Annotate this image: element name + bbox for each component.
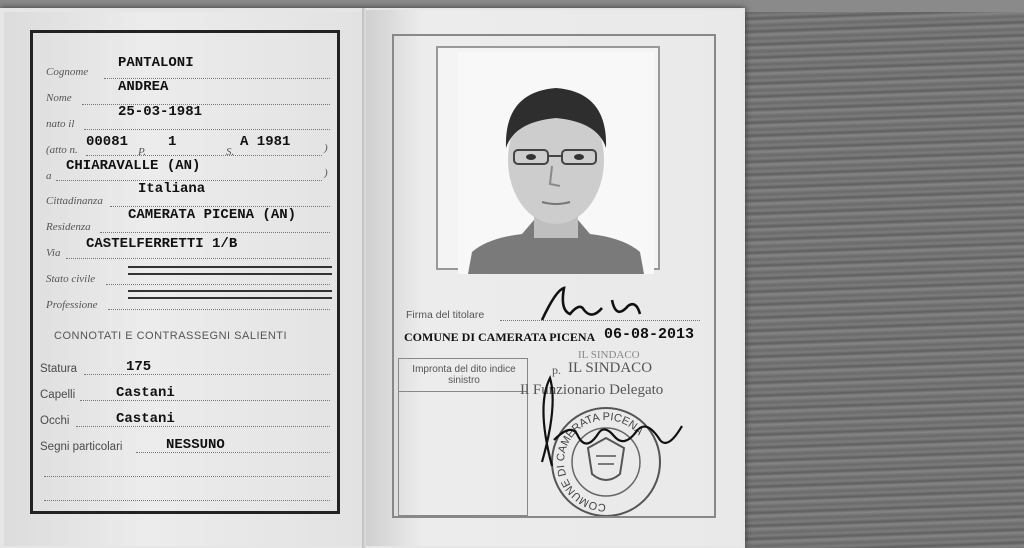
hair-value: Castani [116, 385, 175, 401]
dotted-line [44, 476, 330, 477]
act-number-value: 00081 [86, 134, 129, 150]
dotted-line [100, 232, 330, 233]
name-label: Nome [46, 92, 72, 104]
holder-photo [458, 52, 654, 274]
dotted-line [106, 284, 330, 285]
distinguishing-marks-value: NESSUNO [166, 437, 225, 453]
dotted-line [108, 309, 330, 310]
dotted-line [84, 129, 330, 130]
mayor-prefix: p. [552, 363, 561, 377]
birthplace-value: CHIARAVALLE (AN) [66, 158, 201, 174]
act-part-label: P. [138, 146, 147, 158]
street-value: CASTELFERRETTI 1/B [86, 236, 238, 252]
act-series-label: S. [226, 146, 235, 158]
dotted-line [84, 374, 330, 375]
birthplace-label: a [46, 170, 52, 182]
mayor-small: IL SINDACO [578, 349, 640, 361]
official-signature [532, 366, 692, 476]
citizenship-label: Cittadinanza [46, 195, 103, 207]
profession-cancel-line [128, 290, 332, 299]
marital-status-label: Stato civile [46, 273, 96, 285]
features-heading: CONNOTATI E CONTRASSEGNI SALIENTI [54, 330, 288, 342]
eyes-label: Occhi [40, 415, 70, 427]
distinguishing-marks-label: Segni particolari [40, 441, 123, 453]
residence-value: CAMERATA PICENA (AN) [128, 207, 297, 223]
surname-label: Cognome [46, 66, 89, 78]
signature-label: Firma del titolare [406, 309, 485, 321]
fingerprint-label: Impronta del dito indice sinistro [412, 364, 516, 386]
birth-date-label: nato il [46, 118, 75, 130]
delegate-title: Il Funzionario Delegato [520, 382, 664, 398]
act-series-value: A 1981 [240, 134, 291, 150]
issuer: COMUNE DI CAMERATA PICENA [404, 330, 596, 344]
eyes-value: Castani [116, 411, 175, 427]
birthplace-close-paren: ) [324, 167, 328, 179]
act-number-label: (atto n. [46, 144, 78, 156]
name-value: ANDREA [118, 79, 169, 95]
surname-value: PANTALONI [118, 55, 194, 71]
height-value: 175 [126, 359, 152, 375]
residence-label: Residenza [46, 221, 91, 233]
stamp-ring-text: COMUNE DI CAMERATA PICENA [554, 410, 646, 514]
profession-label: Professione [46, 299, 98, 311]
holder-signature [536, 280, 646, 326]
act-part-value: 1 [168, 134, 177, 150]
hair-label: Capelli [40, 389, 76, 401]
marital-status-cancel-line [128, 266, 332, 275]
dotted-line [76, 426, 330, 427]
citizenship-value: Italiana [138, 181, 206, 197]
height-label: Statura [40, 363, 78, 375]
birth-date-value: 25-03-1981 [118, 104, 203, 120]
dotted-line [86, 155, 322, 156]
dotted-line [44, 500, 330, 501]
dotted-line [66, 258, 330, 259]
mayor-title: IL SINDACO [568, 360, 653, 376]
street-label: Via [46, 247, 61, 259]
act-close-paren: ) [324, 142, 328, 154]
issue-date: 06-08-2013 [604, 326, 695, 343]
